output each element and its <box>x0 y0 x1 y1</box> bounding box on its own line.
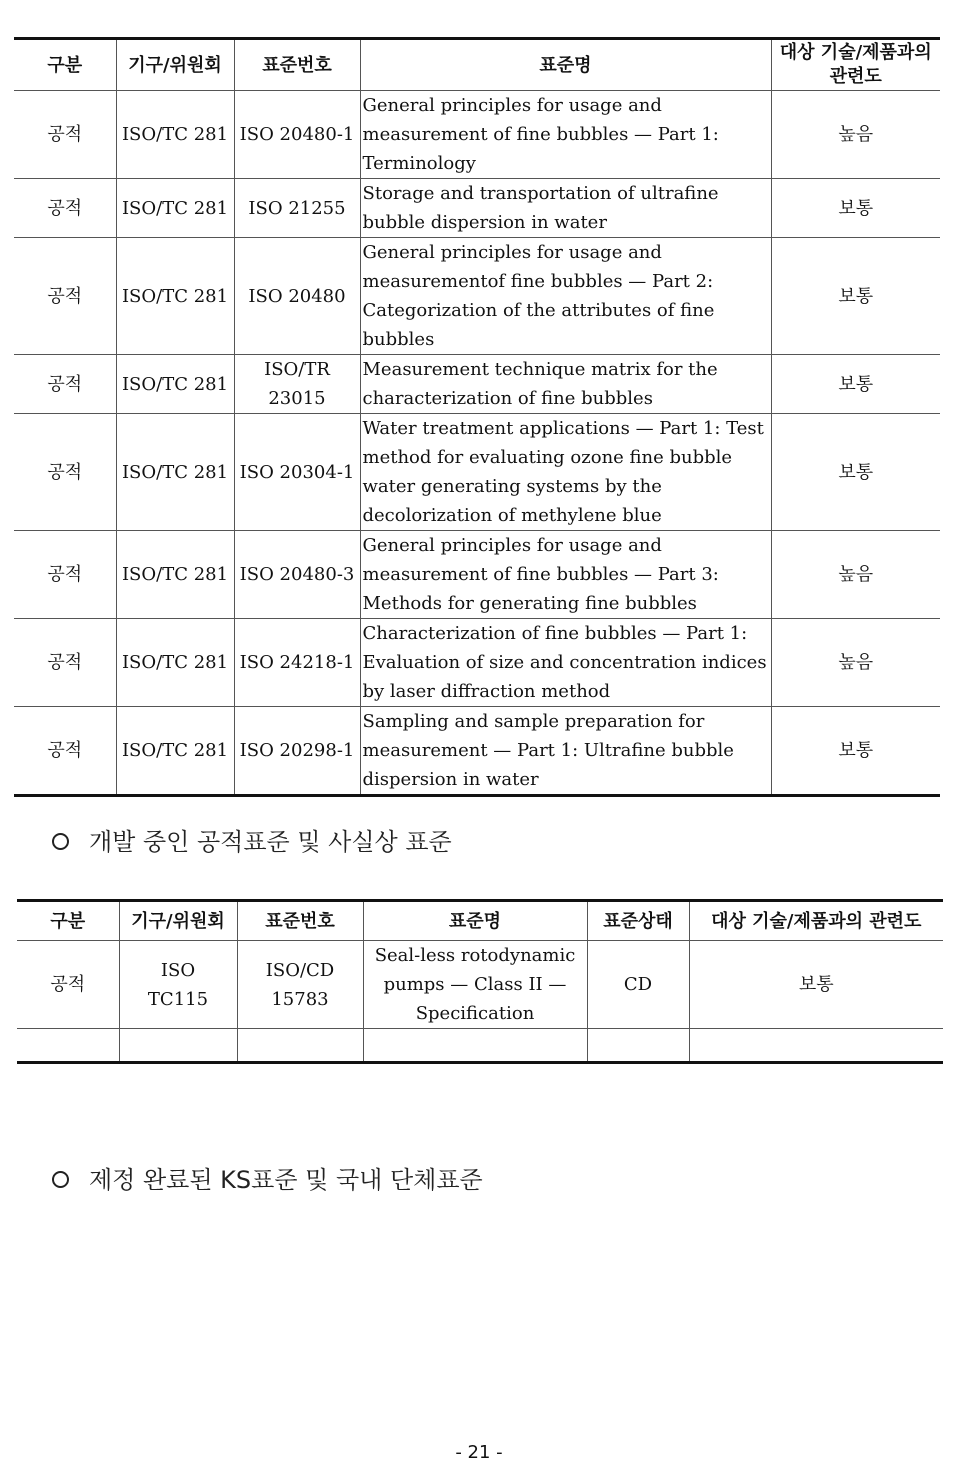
header-org: 기구/위원회 <box>116 39 234 91</box>
table-row <box>14 179 940 238</box>
header-status: 표준상태 <box>587 901 689 941</box>
circle-bullet-icon <box>52 1171 69 1188</box>
cell-number: ISO/CD 15783 <box>237 941 363 1029</box>
cell-number: ISO 20480-3 <box>234 531 360 619</box>
table-row <box>14 414 940 531</box>
empty-cell <box>17 1029 119 1063</box>
cell-name: Characterization of fine bubbles — Part 1: Evaluation of size and concentration indices by laser diffraction method <box>360 619 771 707</box>
header-number: 표준번호 <box>234 39 360 91</box>
cell-type: 공적 <box>14 531 116 619</box>
section-heading-developing <box>52 822 452 857</box>
cell-name: General principles for usage and measurement of fine bubbles — Part 1: Terminology <box>360 91 771 179</box>
cell-org: ISO TC115 <box>119 941 237 1029</box>
cell-org: ISO/TC 281 <box>116 531 234 619</box>
cell-name: Seal-less rotodynamic pumps — Class II — Specification <box>363 941 587 1029</box>
header-relevance: 대상 기술/제품과의 관련도 <box>771 39 940 91</box>
header-type: 구분 <box>14 39 116 91</box>
cell-org: ISO/TC 281 <box>116 707 234 796</box>
empty-cell <box>237 1029 363 1063</box>
cell-number: ISO 20480 <box>234 238 360 355</box>
cell-name: Water treatment applications — Part 1: Test method for evaluating ozone fine bubble water generating systems by the decolorization of methylene blue <box>360 414 771 531</box>
cell-org: ISO/TC 281 <box>116 238 234 355</box>
cell-relevance: 보통 <box>771 179 940 238</box>
table-row <box>14 531 940 619</box>
empty-cell <box>689 1029 943 1063</box>
cell-type: 공적 <box>14 707 116 796</box>
cell-relevance: 높음 <box>771 91 940 179</box>
developing-standards-table <box>17 899 943 1064</box>
cell-name: General principles for usage and measurementof fine bubbles — Part 2: Categorization of the attributes of fine bubbles <box>360 238 771 355</box>
cell-org: ISO/TC 281 <box>116 619 234 707</box>
cell-org: ISO/TC 281 <box>116 91 234 179</box>
empty-cell <box>587 1029 689 1063</box>
cell-type: 공적 <box>14 619 116 707</box>
cell-number: ISO 20298-1 <box>234 707 360 796</box>
header-type: 구분 <box>17 901 119 941</box>
cell-type: 공적 <box>14 355 116 414</box>
cell-type: 공적 <box>17 941 119 1029</box>
section-title: 개발 중인 공적표준 및 사실상 표준 <box>89 828 452 856</box>
cell-status: CD <box>587 941 689 1029</box>
cell-org: ISO/TC 281 <box>116 355 234 414</box>
cell-relevance: 보통 <box>771 238 940 355</box>
cell-type: 공적 <box>14 179 116 238</box>
table-row <box>14 355 940 414</box>
cell-name: Sampling and sample preparation for measurement — Part 1: Ultrafine bubble dispersion in water <box>360 707 771 796</box>
cell-number: ISO 24218-1 <box>234 619 360 707</box>
cell-name: Measurement technique matrix for the characterization of fine bubbles <box>360 355 771 414</box>
empty-cell <box>363 1029 587 1063</box>
cell-relevance: 보통 <box>771 414 940 531</box>
cell-org: ISO/TC 281 <box>116 414 234 531</box>
cell-number: ISO 21255 <box>234 179 360 238</box>
cell-type: 공적 <box>14 414 116 531</box>
table-row <box>14 238 940 355</box>
published-standards-table <box>14 37 940 797</box>
cell-org: ISO/TC 281 <box>116 179 234 238</box>
circle-bullet-icon <box>52 833 69 850</box>
cell-relevance: 보통 <box>771 707 940 796</box>
cell-number: ISO 20304-1 <box>234 414 360 531</box>
table-row-empty <box>17 1029 943 1063</box>
cell-relevance: 보통 <box>771 355 940 414</box>
header-number: 표준번호 <box>237 901 363 941</box>
empty-cell <box>119 1029 237 1063</box>
header-name: 표준명 <box>360 39 771 91</box>
header-relevance: 대상 기술/제품과의 관련도 <box>689 901 943 941</box>
header-org: 기구/위원회 <box>119 901 237 941</box>
cell-type: 공적 <box>14 238 116 355</box>
page-number: - 21 - <box>455 1442 503 1463</box>
table-row <box>14 91 940 179</box>
table-row <box>14 619 940 707</box>
cell-name: Storage and transportation of ultrafine bubble dispersion in water <box>360 179 771 238</box>
cell-relevance: 보통 <box>689 941 943 1029</box>
table-row <box>14 707 940 796</box>
cell-name: General principles for usage and measurement of fine bubbles — Part 3: Methods for generating fine bubbles <box>360 531 771 619</box>
cell-relevance: 높음 <box>771 531 940 619</box>
cell-number: ISO 20480-1 <box>234 91 360 179</box>
cell-relevance: 높음 <box>771 619 940 707</box>
section-heading-ks <box>52 1160 483 1195</box>
table-header-row <box>14 39 940 91</box>
section-title: 제정 완료된 KS표준 및 국내 단체표준 <box>89 1166 483 1194</box>
cell-number: ISO/TR 23015 <box>234 355 360 414</box>
table-row <box>17 941 943 1029</box>
header-name: 표준명 <box>363 901 587 941</box>
cell-type: 공적 <box>14 91 116 179</box>
table-header-row <box>17 901 943 941</box>
